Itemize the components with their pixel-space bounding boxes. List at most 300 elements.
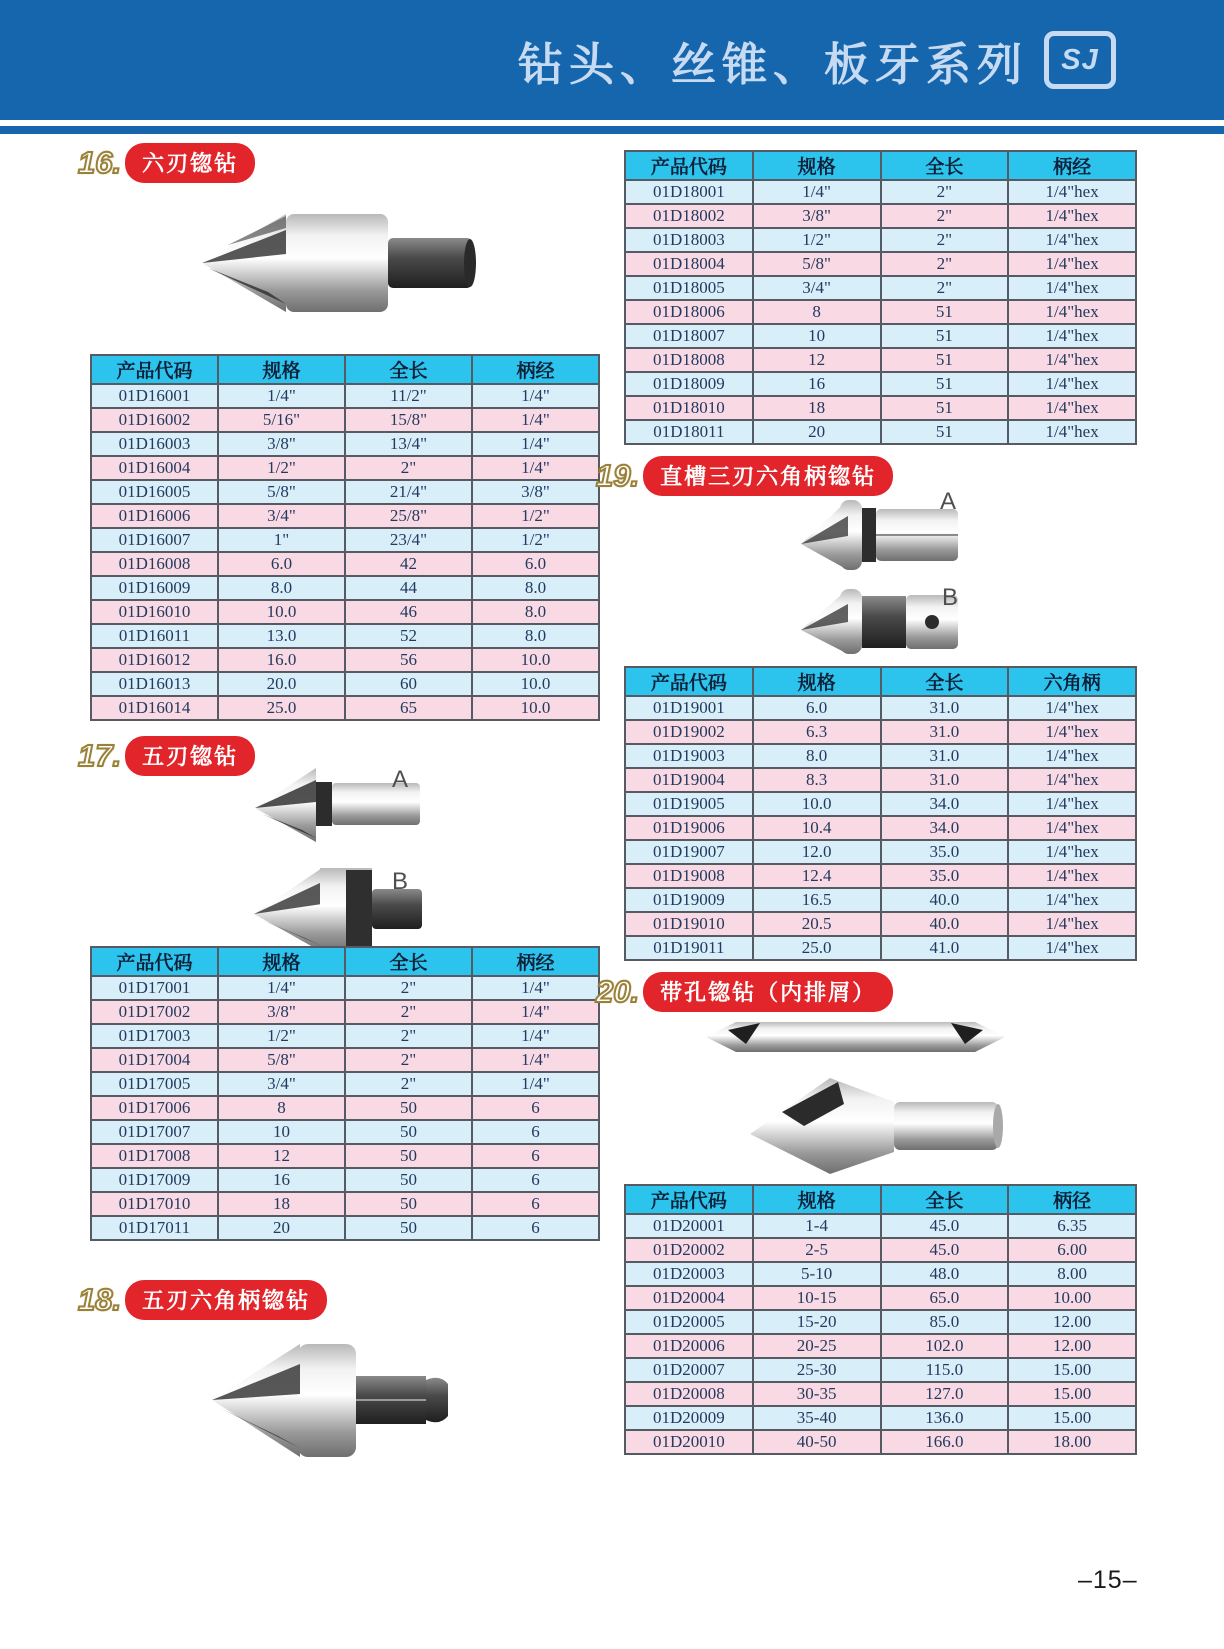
section-17-header [78, 736, 255, 776]
cell: 01D18008 [625, 348, 753, 372]
cell: 6 [472, 1144, 599, 1168]
cell: 01D16009 [91, 576, 218, 600]
cell: 127.0 [881, 1382, 1009, 1406]
table-row [625, 1310, 1136, 1334]
table-row [625, 1382, 1136, 1406]
cell: 30-35 [753, 1382, 881, 1406]
cell: 31.0 [881, 768, 1009, 792]
column-header: 规格 [753, 151, 881, 180]
banner-title: 钻头、丝锥、板牙系列 [517, 38, 1028, 90]
cell: 2" [345, 976, 472, 1000]
table-row [625, 888, 1136, 912]
cell: 40-50 [753, 1430, 881, 1454]
cell: 1/4"hex [1008, 396, 1136, 420]
cell: 60 [345, 672, 472, 696]
cell: 40.0 [881, 888, 1009, 912]
cell: 50 [345, 1216, 472, 1240]
cell: 1/4"hex [1008, 792, 1136, 816]
table-row [91, 1096, 599, 1120]
cell: 01D18002 [625, 204, 753, 228]
cell: 01D16011 [91, 624, 218, 648]
cell: 11/2" [345, 384, 472, 408]
column-header: 全长 [881, 1185, 1009, 1214]
countersink-6-flute-image [198, 200, 483, 328]
cell: 01D19001 [625, 696, 753, 720]
table-header-row [625, 151, 1136, 180]
cell: 1/4"hex [1008, 348, 1136, 372]
section-19-title: 直槽三刃六角柄锪钻 [643, 456, 893, 496]
cell: 10-15 [753, 1286, 881, 1310]
section-20-number: 20. [596, 974, 640, 1009]
cell: 01D18011 [625, 420, 753, 444]
table-row [91, 1048, 599, 1072]
table-row [625, 180, 1136, 204]
cell: 1/4" [472, 1024, 599, 1048]
cell: 1/4" [472, 976, 599, 1000]
spec-table-20 [624, 1184, 1137, 1455]
column-header: 规格 [218, 947, 345, 976]
cell: 01D17001 [91, 976, 218, 1000]
cell: 166.0 [881, 1430, 1009, 1454]
cell: 01D16002 [91, 408, 218, 432]
section-20-title: 带孔锪钻（内排屑） [643, 972, 893, 1012]
cell: 01D19003 [625, 744, 753, 768]
table-row [625, 1238, 1136, 1262]
cell: 2" [345, 1000, 472, 1024]
cell: 6 [472, 1216, 599, 1240]
cell: 2-5 [753, 1238, 881, 1262]
cell: 3/8" [218, 1000, 345, 1024]
cell: 2" [345, 1072, 472, 1096]
cell: 01D19011 [625, 936, 753, 960]
column-header: 产品代码 [625, 1185, 753, 1214]
cell: 35-40 [753, 1406, 881, 1430]
cell: 48.0 [881, 1262, 1009, 1286]
cell: 01D18005 [625, 276, 753, 300]
column-header: 柄径 [1008, 1185, 1136, 1214]
table-row [625, 1406, 1136, 1430]
cell: 01D19009 [625, 888, 753, 912]
cell: 8 [218, 1096, 345, 1120]
cell: 1/4"hex [1008, 300, 1136, 324]
table-row [625, 420, 1136, 444]
cell: 6 [472, 1192, 599, 1216]
section-16-title: 六刃锪钻 [125, 143, 255, 183]
table-row [91, 600, 599, 624]
cell: 3/4" [753, 276, 881, 300]
cell: 5-10 [753, 1262, 881, 1286]
section-16-header [78, 143, 255, 183]
cell: 6 [472, 1168, 599, 1192]
column-header: 规格 [753, 667, 881, 696]
table-row [91, 480, 599, 504]
cell: 8.0 [753, 744, 881, 768]
table-row [625, 372, 1136, 396]
cell: 31.0 [881, 744, 1009, 768]
section-17-number: 17. [78, 738, 122, 773]
cell: 01D16014 [91, 696, 218, 720]
cell: 1/4" [218, 384, 345, 408]
cross-hole-countersink-image [742, 1072, 1014, 1180]
section-19-header [596, 456, 893, 496]
section-18-title: 五刃六角柄锪钻 [125, 1280, 327, 1320]
cell: 5/8" [218, 1048, 345, 1072]
cell: 01D16001 [91, 384, 218, 408]
table-row [625, 696, 1136, 720]
cell: 1/4"hex [1008, 840, 1136, 864]
cell: 1/4"hex [1008, 180, 1136, 204]
cell: 01D16004 [91, 456, 218, 480]
cell: 6.00 [1008, 1238, 1136, 1262]
cell: 20 [218, 1216, 345, 1240]
section-20-header [596, 972, 893, 1012]
cell: 01D19010 [625, 912, 753, 936]
cell: 10.4 [753, 816, 881, 840]
cell: 1/2" [218, 456, 345, 480]
section-18-header [78, 1280, 327, 1320]
cell: 01D20001 [625, 1214, 753, 1238]
cell: 6.0 [472, 552, 599, 576]
table-row [625, 1214, 1136, 1238]
table-row [91, 1216, 599, 1240]
table-row [625, 792, 1136, 816]
cell: 01D16012 [91, 648, 218, 672]
cell: 2" [881, 276, 1009, 300]
cell: 10.0 [472, 672, 599, 696]
cell: 20.5 [753, 912, 881, 936]
page-banner [0, 0, 1224, 120]
table-row [625, 1286, 1136, 1310]
column-header: 产品代码 [625, 667, 753, 696]
cell: 1/4" [472, 1072, 599, 1096]
cell: 01D17005 [91, 1072, 218, 1096]
cell: 10 [218, 1120, 345, 1144]
table-row [91, 624, 599, 648]
cell: 1/4" [472, 1000, 599, 1024]
table-row [625, 768, 1136, 792]
cell: 15/8" [345, 408, 472, 432]
column-header: 全长 [881, 667, 1009, 696]
table-row [91, 432, 599, 456]
cell: 1/4"hex [1008, 204, 1136, 228]
cell: 2" [881, 228, 1009, 252]
table-row [625, 840, 1136, 864]
cell: 1/4"hex [1008, 420, 1136, 444]
cell: 85.0 [881, 1310, 1009, 1334]
cell: 2" [345, 1048, 472, 1072]
cell: 01D17010 [91, 1192, 218, 1216]
cell: 01D18001 [625, 180, 753, 204]
cell: 31.0 [881, 696, 1009, 720]
cell: 8.3 [753, 768, 881, 792]
cell: 46 [345, 600, 472, 624]
image-label-b: B [942, 584, 959, 611]
cell: 45.0 [881, 1238, 1009, 1262]
cell: 10 [753, 324, 881, 348]
cell: 01D17003 [91, 1024, 218, 1048]
table-row [91, 576, 599, 600]
spec-table-18 [624, 150, 1137, 445]
column-header: 规格 [218, 355, 345, 384]
table-row [91, 648, 599, 672]
table-row [625, 744, 1136, 768]
spec-table-16 [90, 354, 600, 721]
cell: 01D20007 [625, 1358, 753, 1382]
cell: 13.0 [218, 624, 345, 648]
table-row [625, 1430, 1136, 1454]
cell: 16 [218, 1168, 345, 1192]
table-row [91, 672, 599, 696]
column-header: 产品代码 [91, 947, 218, 976]
cell: 8 [753, 300, 881, 324]
cell: 21/4" [345, 480, 472, 504]
cell: 41.0 [881, 936, 1009, 960]
cell: 35.0 [881, 864, 1009, 888]
cell: 01D17008 [91, 1144, 218, 1168]
cell: 15.00 [1008, 1382, 1136, 1406]
cell: 1/2" [753, 228, 881, 252]
cell: 01D17009 [91, 1168, 218, 1192]
cell: 3/8" [472, 480, 599, 504]
cell: 01D16010 [91, 600, 218, 624]
cell: 01D20002 [625, 1238, 753, 1262]
cell: 01D17004 [91, 1048, 218, 1072]
cell: 20.0 [218, 672, 345, 696]
column-header: 柄经 [1008, 151, 1136, 180]
cell: 51 [881, 396, 1009, 420]
table-header-row [91, 947, 599, 976]
cell: 6.35 [1008, 1214, 1136, 1238]
cell: 8.0 [218, 576, 345, 600]
chamfer-bit-a-image [796, 494, 964, 576]
cell: 01D18004 [625, 252, 753, 276]
cell: 56 [345, 648, 472, 672]
cell: 1-4 [753, 1214, 881, 1238]
cell: 8.0 [472, 576, 599, 600]
cell: 10.00 [1008, 1286, 1136, 1310]
cell: 15.00 [1008, 1358, 1136, 1382]
cell: 01D16006 [91, 504, 218, 528]
table-row [625, 300, 1136, 324]
cell: 8.0 [472, 624, 599, 648]
cell: 01D16005 [91, 480, 218, 504]
banner-rule [0, 126, 1224, 134]
table-row [91, 408, 599, 432]
cell: 2" [881, 252, 1009, 276]
cell: 2" [881, 180, 1009, 204]
cell: 1/4"hex [1008, 252, 1136, 276]
cell: 115.0 [881, 1358, 1009, 1382]
cell: 01D17002 [91, 1000, 218, 1024]
cell: 2" [345, 1024, 472, 1048]
chamfer-bit-b-image [796, 584, 964, 660]
cell: 51 [881, 300, 1009, 324]
column-header: 产品代码 [91, 355, 218, 384]
cell: 1/4"hex [1008, 912, 1136, 936]
cell: 102.0 [881, 1334, 1009, 1358]
table-row [91, 976, 599, 1000]
cell: 6 [472, 1096, 599, 1120]
cross-hole-deburring-rod-image [698, 1010, 1013, 1064]
cell: 1/4" [218, 976, 345, 1000]
cell: 50 [345, 1144, 472, 1168]
cell: 136.0 [881, 1406, 1009, 1430]
column-header: 产品代码 [625, 151, 753, 180]
cell: 15.00 [1008, 1406, 1136, 1430]
table-header-row [625, 1185, 1136, 1214]
page-number: –15– [1078, 1566, 1138, 1594]
cell: 16.5 [753, 888, 881, 912]
cell: 12 [218, 1144, 345, 1168]
spec-table-17 [90, 946, 600, 1241]
cell: 44 [345, 576, 472, 600]
table-row [625, 864, 1136, 888]
cell: 5/8" [218, 480, 345, 504]
cell: 25/8" [345, 504, 472, 528]
cell: 50 [345, 1192, 472, 1216]
cell: 01D19002 [625, 720, 753, 744]
cell: 42 [345, 552, 472, 576]
cell: 01D17006 [91, 1096, 218, 1120]
section-17-title: 五刃锪钻 [125, 736, 255, 776]
cell: 2" [345, 456, 472, 480]
cell: 01D20008 [625, 1382, 753, 1406]
cell: 51 [881, 372, 1009, 396]
cell: 10.0 [472, 696, 599, 720]
sj-logo-icon: SJ [1044, 31, 1116, 89]
cell: 20 [753, 420, 881, 444]
cell: 23/4" [345, 528, 472, 552]
column-header: 规格 [753, 1185, 881, 1214]
cell: 1/4"hex [1008, 696, 1136, 720]
cell: 01D19007 [625, 840, 753, 864]
cell: 6.3 [753, 720, 881, 744]
cell: 01D20009 [625, 1406, 753, 1430]
section-19-number: 19. [596, 458, 640, 493]
image-label-a: A [392, 766, 409, 793]
table-row [625, 396, 1136, 420]
cell: 01D20010 [625, 1430, 753, 1454]
cell: 31.0 [881, 720, 1009, 744]
cell: 01D17007 [91, 1120, 218, 1144]
cell: 12.0 [753, 840, 881, 864]
column-header: 柄经 [472, 355, 599, 384]
cell: 01D19006 [625, 816, 753, 840]
cell: 51 [881, 348, 1009, 372]
cell: 01D18006 [625, 300, 753, 324]
cell: 1/4"hex [1008, 324, 1136, 348]
table-row [625, 252, 1136, 276]
cell: 34.0 [881, 792, 1009, 816]
cell: 10.0 [753, 792, 881, 816]
table-row [91, 456, 599, 480]
cell: 35.0 [881, 840, 1009, 864]
table-row [91, 696, 599, 720]
spec-table-19 [624, 666, 1137, 961]
cell: 34.0 [881, 816, 1009, 840]
cell: 51 [881, 324, 1009, 348]
column-header: 全长 [345, 947, 472, 976]
cell: 01D20004 [625, 1286, 753, 1310]
cell: 16 [753, 372, 881, 396]
cell: 1/4" [472, 432, 599, 456]
cell: 1/2" [472, 504, 599, 528]
cell: 01D16003 [91, 432, 218, 456]
section-18-number: 18. [78, 1282, 122, 1317]
cell: 01D18010 [625, 396, 753, 420]
table-row [625, 1262, 1136, 1286]
cell: 1/4"hex [1008, 228, 1136, 252]
cell: 1/4"hex [1008, 864, 1136, 888]
cell: 1/4"hex [1008, 744, 1136, 768]
cell: 1/4"hex [1008, 372, 1136, 396]
cell: 1/4" [753, 180, 881, 204]
table-row [91, 504, 599, 528]
table-row [625, 912, 1136, 936]
cell: 1/2" [472, 528, 599, 552]
table-row [91, 1120, 599, 1144]
cell: 16.0 [218, 648, 345, 672]
cell: 25.0 [753, 936, 881, 960]
cell: 01D19008 [625, 864, 753, 888]
table-row [625, 204, 1136, 228]
cell: 01D18007 [625, 324, 753, 348]
cell: 20-25 [753, 1334, 881, 1358]
cell: 01D16008 [91, 552, 218, 576]
image-label-a: A [940, 488, 957, 515]
cell: 18 [218, 1192, 345, 1216]
cell: 01D17011 [91, 1216, 218, 1240]
cell: 01D18009 [625, 372, 753, 396]
cell: 1/4"hex [1008, 936, 1136, 960]
cell: 2" [881, 204, 1009, 228]
table-header-row [91, 355, 599, 384]
cell: 1/4"hex [1008, 276, 1136, 300]
cell: 3/8" [218, 432, 345, 456]
cell: 1/4"hex [1008, 888, 1136, 912]
image-label-b: B [392, 868, 409, 895]
cell: 12.00 [1008, 1310, 1136, 1334]
cell: 1/4" [472, 456, 599, 480]
cell: 13/4" [345, 432, 472, 456]
cell: 01D20006 [625, 1334, 753, 1358]
cell: 1/4" [472, 384, 599, 408]
cell: 6.0 [753, 696, 881, 720]
table-row [91, 384, 599, 408]
cell: 1/4"hex [1008, 768, 1136, 792]
cell: 40.0 [881, 912, 1009, 936]
table-row [91, 1072, 599, 1096]
table-row [625, 720, 1136, 744]
cell: 25.0 [218, 696, 345, 720]
cell: 01D18003 [625, 228, 753, 252]
table-row [625, 324, 1136, 348]
column-header: 六角柄 [1008, 667, 1136, 696]
table-row [625, 1358, 1136, 1382]
table-row [91, 1168, 599, 1192]
cell: 3/4" [218, 1072, 345, 1096]
cell: 1/4" [472, 408, 599, 432]
cell: 5/16" [218, 408, 345, 432]
table-row [91, 1024, 599, 1048]
table-row [91, 1000, 599, 1024]
table-row [625, 276, 1136, 300]
table-row [91, 552, 599, 576]
cell: 6.0 [218, 552, 345, 576]
cell: 8.0 [472, 600, 599, 624]
cell: 8.00 [1008, 1262, 1136, 1286]
cell: 18.00 [1008, 1430, 1136, 1454]
